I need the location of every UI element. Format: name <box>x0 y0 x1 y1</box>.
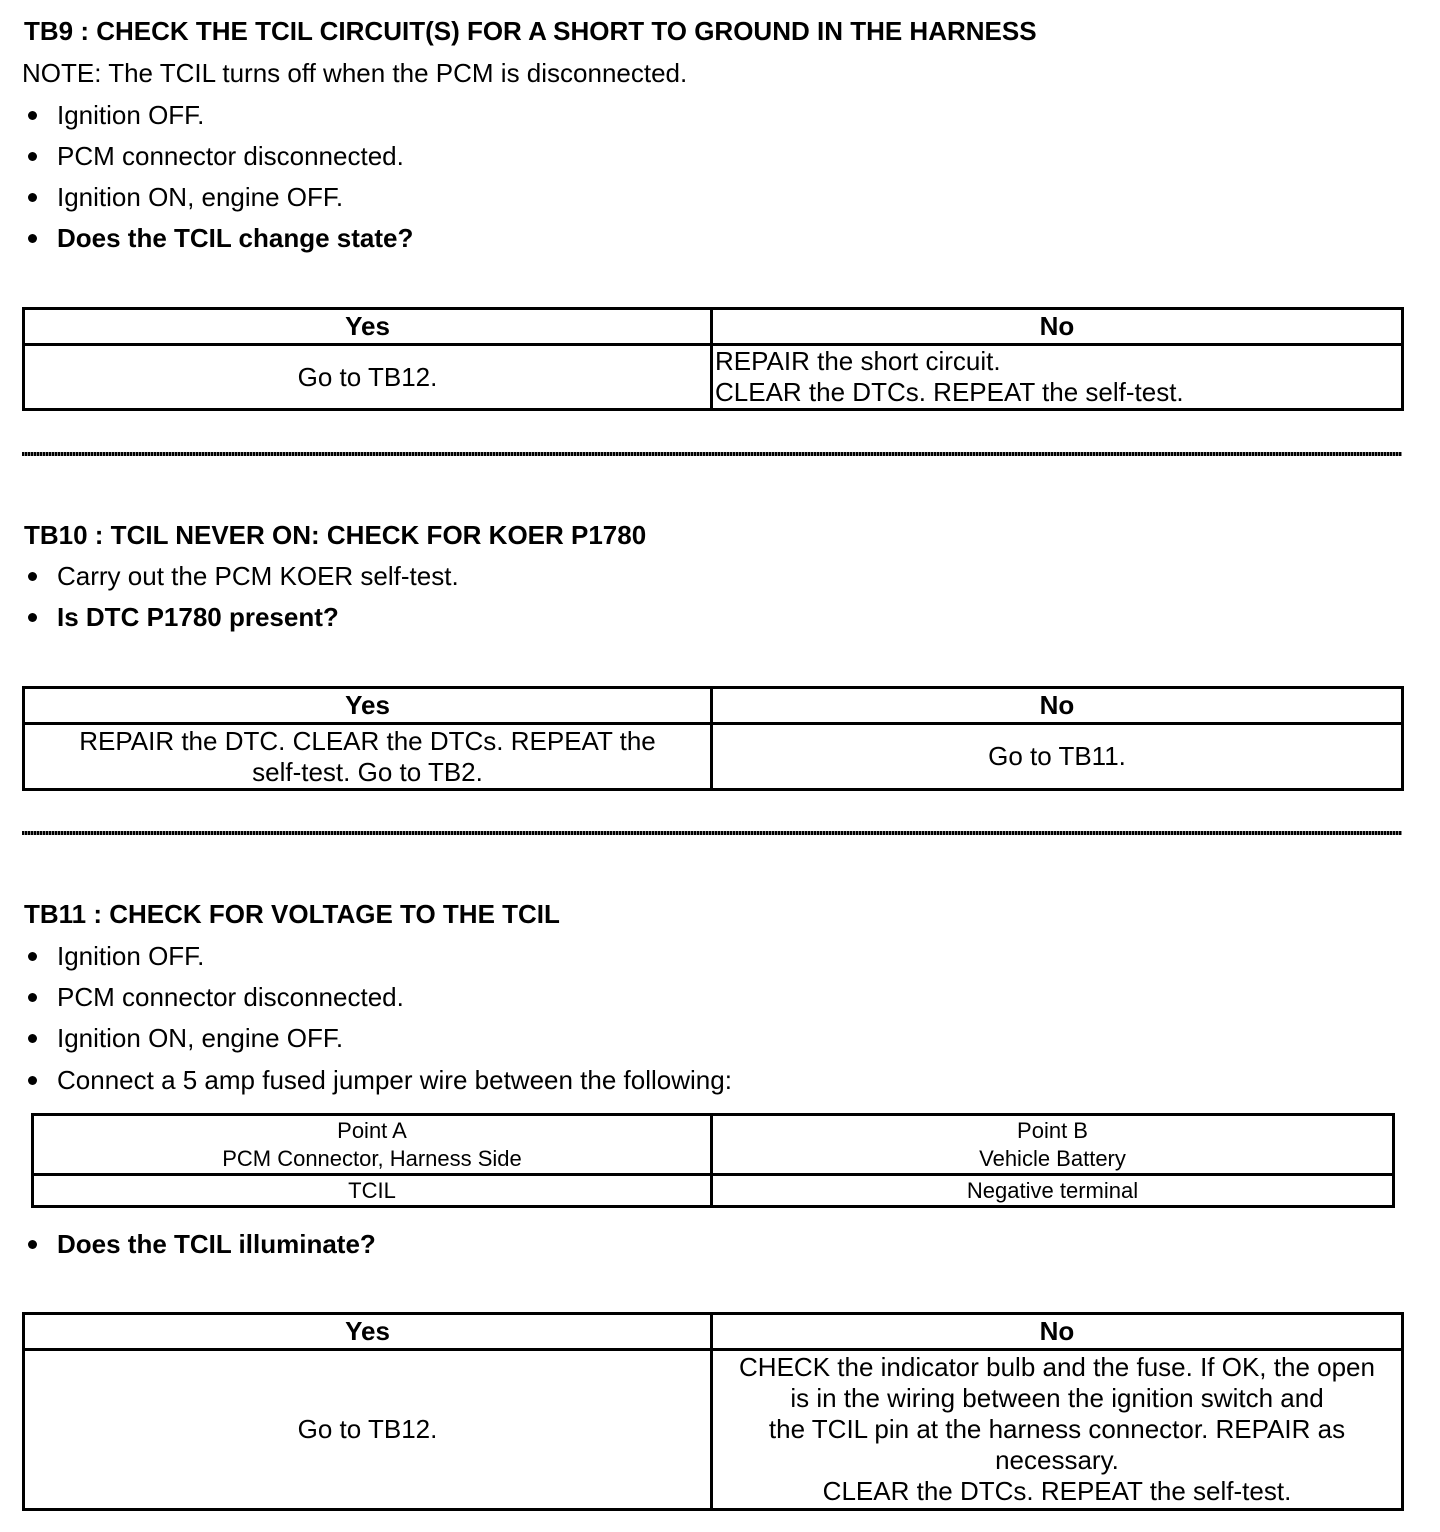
tb11-no-header: No <box>712 1314 1403 1350</box>
tb9-step-1-text: Ignition OFF. <box>57 100 205 130</box>
tb11-yes-cell: Go to TB12. <box>24 1350 712 1510</box>
tb10-step-1 <box>24 561 459 591</box>
tb9-no-header: No <box>712 309 1403 345</box>
tb10-question <box>24 602 339 632</box>
point-b-value: Negative terminal <box>712 1175 1394 1207</box>
tb10-no-cell: Go to TB11. <box>712 724 1403 790</box>
tb11-title: TB11 : CHECK FOR VOLTAGE TO THE TCIL <box>24 899 560 929</box>
tb11-no-line-3: the TCIL pin at the harness connector. REPAIR as <box>768 1414 1346 1444</box>
tb11-step-3 <box>24 1023 343 1053</box>
tb10-result-table <box>22 686 1404 791</box>
tb9-yes-header: Yes <box>24 309 712 345</box>
tb10-no-header: No <box>712 688 1403 724</box>
tb10-yes-cell <box>24 724 712 790</box>
tb9-question-text: Does the TCIL change state? <box>57 223 414 253</box>
bullet-icon <box>28 111 37 120</box>
section-divider <box>22 452 1402 456</box>
bullet-icon <box>28 152 37 161</box>
tb10-yes-header: Yes <box>24 688 712 724</box>
tb11-question-text: Does the TCIL illuminate? <box>57 1229 376 1259</box>
bullet-icon <box>28 234 37 243</box>
bullet-icon <box>28 952 37 961</box>
tb9-result-table <box>22 307 1404 411</box>
tb10-step-1-text: Carry out the PCM KOER self-test. <box>57 561 459 591</box>
tb11-step-1 <box>24 941 204 971</box>
tb11-step-2-text: PCM connector disconnected. <box>57 982 404 1012</box>
tb11-step-4-text: Connect a 5 amp fused jumper wire between the following: <box>57 1065 732 1095</box>
tb9-question <box>24 223 413 253</box>
bullet-icon <box>28 1240 37 1249</box>
tb9-step-2 <box>24 141 404 171</box>
tb11-no-cell <box>712 1350 1403 1510</box>
tb11-no-line-5: CLEAR the DTCs. REPEAT the self-test. <box>822 1476 1292 1506</box>
tb10-yes-line-2: self-test. Go to TB2. <box>252 756 483 787</box>
tb9-title: TB9 : CHECK THE TCIL CIRCUIT(S) FOR A SHORT TO GROUND IN THE HARNESS <box>24 16 1037 46</box>
point-b-header-line-1: Point B <box>1017 1117 1088 1143</box>
bullet-icon <box>28 993 37 1002</box>
tb10-title: TB10 : TCIL NEVER ON: CHECK FOR KOER P1780 <box>24 520 647 550</box>
tb11-question <box>24 1229 376 1259</box>
tb9-step-2-text: PCM connector disconnected. <box>57 141 404 171</box>
point-a-header <box>33 1115 712 1175</box>
tb11-step-1-text: Ignition OFF. <box>57 941 205 971</box>
bullet-icon <box>28 193 37 202</box>
point-b-header-line-2: Vehicle Battery <box>979 1145 1126 1171</box>
tb11-step-3-text: Ignition ON, engine OFF. <box>57 1023 344 1053</box>
tb11-no-line-2: is in the wiring between the ignition switch and <box>790 1383 1324 1413</box>
tb9-step-3-text: Ignition ON, engine OFF. <box>57 182 344 212</box>
tb9-no-cell <box>712 345 1403 410</box>
tb9-step-3 <box>24 182 343 212</box>
tb11-result-table <box>22 1312 1404 1511</box>
tb11-step-2 <box>24 982 404 1012</box>
bullet-icon <box>28 1076 37 1085</box>
tb11-no-line-4: necessary. <box>995 1445 1119 1475</box>
tb11-step-4 <box>24 1065 732 1095</box>
bullet-icon <box>28 572 37 581</box>
point-b-header <box>712 1115 1394 1175</box>
bullet-icon <box>28 1034 37 1043</box>
tb10-yes-line-1: REPAIR the DTC. CLEAR the DTCs. REPEAT the <box>79 725 656 756</box>
tb9-note: NOTE: The TCIL turns off when the PCM is disconnected. <box>22 58 688 88</box>
section-divider <box>22 831 1402 835</box>
tb11-no-line-1: CHECK the indicator bulb and the fuse. If OK, the open <box>739 1352 1375 1382</box>
tb9-no-line-2: CLEAR the DTCs. REPEAT the self-test. <box>715 377 1184 407</box>
tb10-question-text: Is DTC P1780 present? <box>57 602 339 632</box>
point-a-header-line-1: Point A <box>337 1117 407 1143</box>
tb9-yes-cell: Go to TB12. <box>24 345 712 410</box>
tb9-step-1 <box>24 100 204 130</box>
tb11-yes-header: Yes <box>24 1314 712 1350</box>
bullet-icon <box>28 613 37 622</box>
point-a-header-line-2: PCM Connector, Harness Side <box>222 1145 522 1171</box>
tb11-points-table <box>31 1113 1395 1208</box>
point-a-value: TCIL <box>33 1175 712 1207</box>
tb9-no-line-1: REPAIR the short circuit. <box>715 346 1001 376</box>
